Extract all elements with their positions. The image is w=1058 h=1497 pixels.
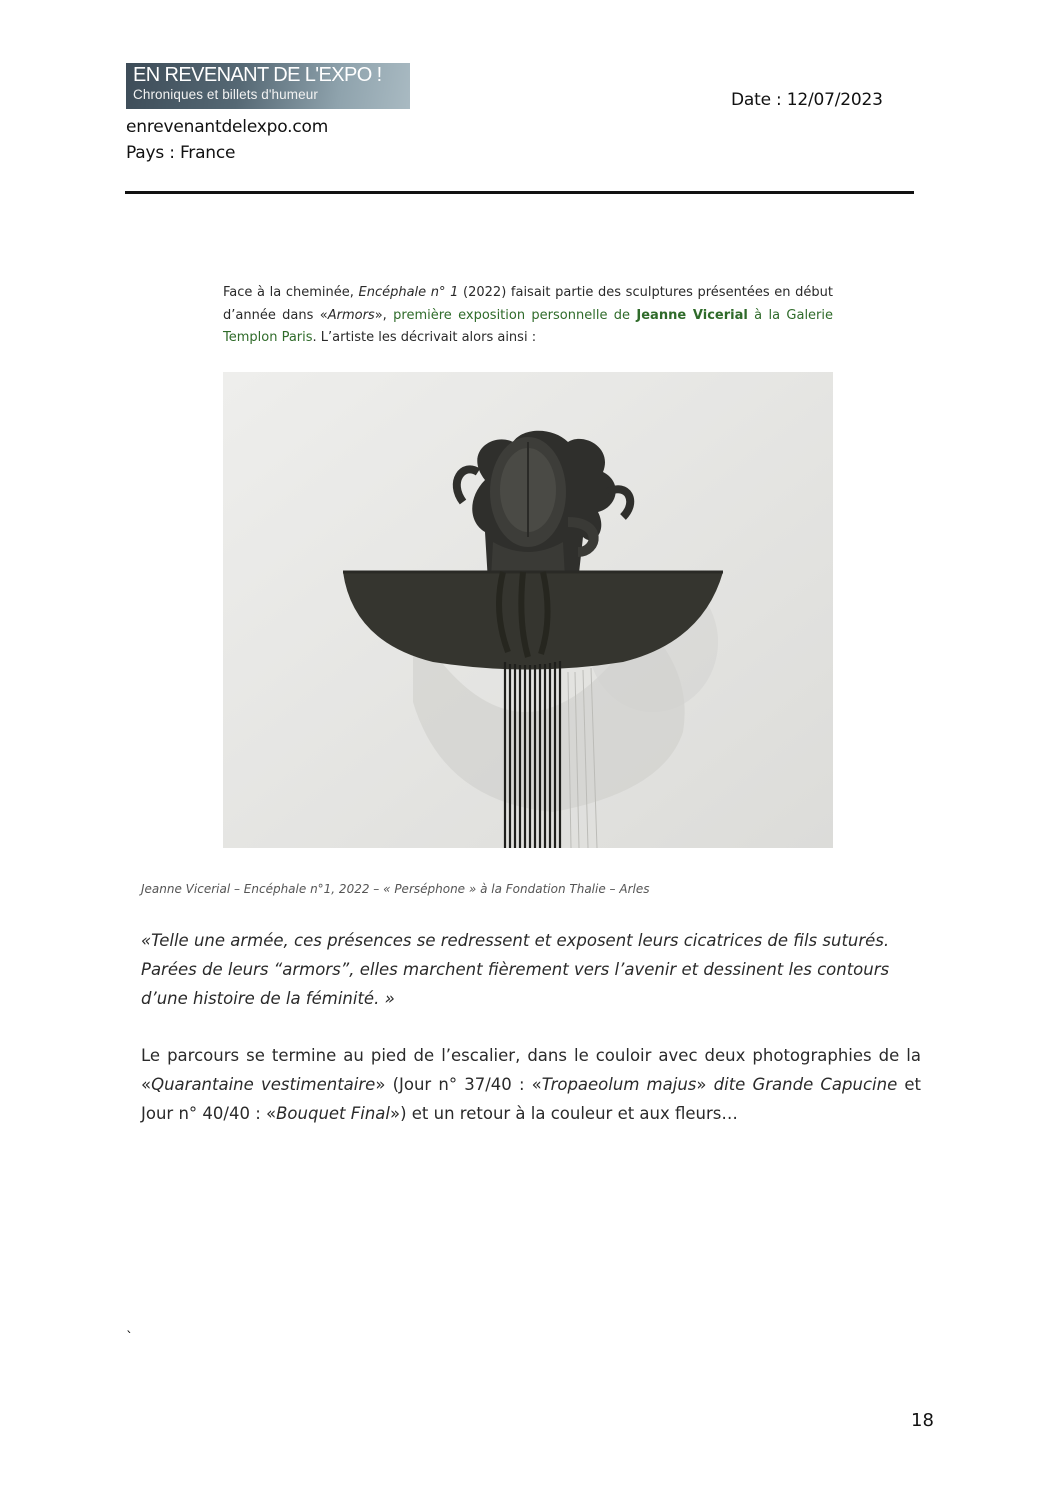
website-label: enrevenantdelexpo.com	[126, 117, 329, 137]
photo-title-2: Bouquet Final	[276, 1104, 390, 1123]
para-text-3: »	[696, 1075, 714, 1094]
para-text-5: ») et un retour à la couleur et aux fleurs…	[390, 1104, 738, 1123]
header-divider	[125, 191, 914, 194]
intro-text-4: . L’artiste les décrivait alors ainsi :	[312, 330, 537, 345]
para-text-4: et Jour n° 40/40 : «	[141, 1075, 922, 1123]
photo-title-1: Tropaeolum majus	[541, 1075, 697, 1094]
photo-series-title: Quarantaine vestimentaire	[151, 1075, 376, 1094]
intro-text-2: (2022) faisait partie des sculptures présentées en début d’année dans «	[223, 285, 834, 323]
show-title: Armors	[327, 307, 375, 323]
logo-subtitle: Chroniques et billets d'humeur	[133, 87, 318, 102]
sculpture-photo	[223, 372, 833, 848]
page-number: 18	[911, 1410, 934, 1431]
country-label: Pays : France	[126, 143, 236, 163]
photo-subtitle-1: dite Grande Capucine	[713, 1075, 898, 1094]
intro-text-3: »,	[374, 307, 394, 323]
exhibition-link[interactable]: première exposition personnelle de	[393, 307, 637, 323]
artist-link[interactable]: Jeanne Vicerial	[636, 307, 748, 323]
publication-logo	[126, 63, 410, 109]
artist-quote: «Telle une armée, ces présences se redressent et exposent leurs cicatrices de fils suturés. Parées de leurs “armors”, elles marchent fièrement vers l’avenir et dessinent les contours d’une histoire de la féminité. »	[141, 931, 890, 1008]
logo-title: EN REVENANT DE L'EXPO !	[133, 64, 382, 86]
work-title: Encéphale n° 1	[358, 285, 459, 300]
stray-mark: `	[126, 1330, 133, 1346]
intro-text-1: Face à la cheminée,	[223, 285, 359, 300]
closing-paragraph	[141, 1041, 921, 1128]
intro-paragraph	[223, 282, 833, 350]
para-text-2: » (Jour n° 37/40 : «	[375, 1075, 542, 1094]
sculpture-illustration	[223, 372, 833, 848]
gallery-link[interactable]: à la Galerie Templon Paris	[223, 307, 834, 345]
para-text-1: Le parcours se termine au pied de l’escalier, dans le couloir avec deux photographies de la «	[141, 1046, 921, 1094]
date-label: Date : 12/07/2023	[731, 90, 883, 110]
photo-caption: Jeanne Vicerial – Encéphale n°1, 2022 – « Perséphone » à la Fondation Thalie – Arles	[141, 882, 650, 896]
